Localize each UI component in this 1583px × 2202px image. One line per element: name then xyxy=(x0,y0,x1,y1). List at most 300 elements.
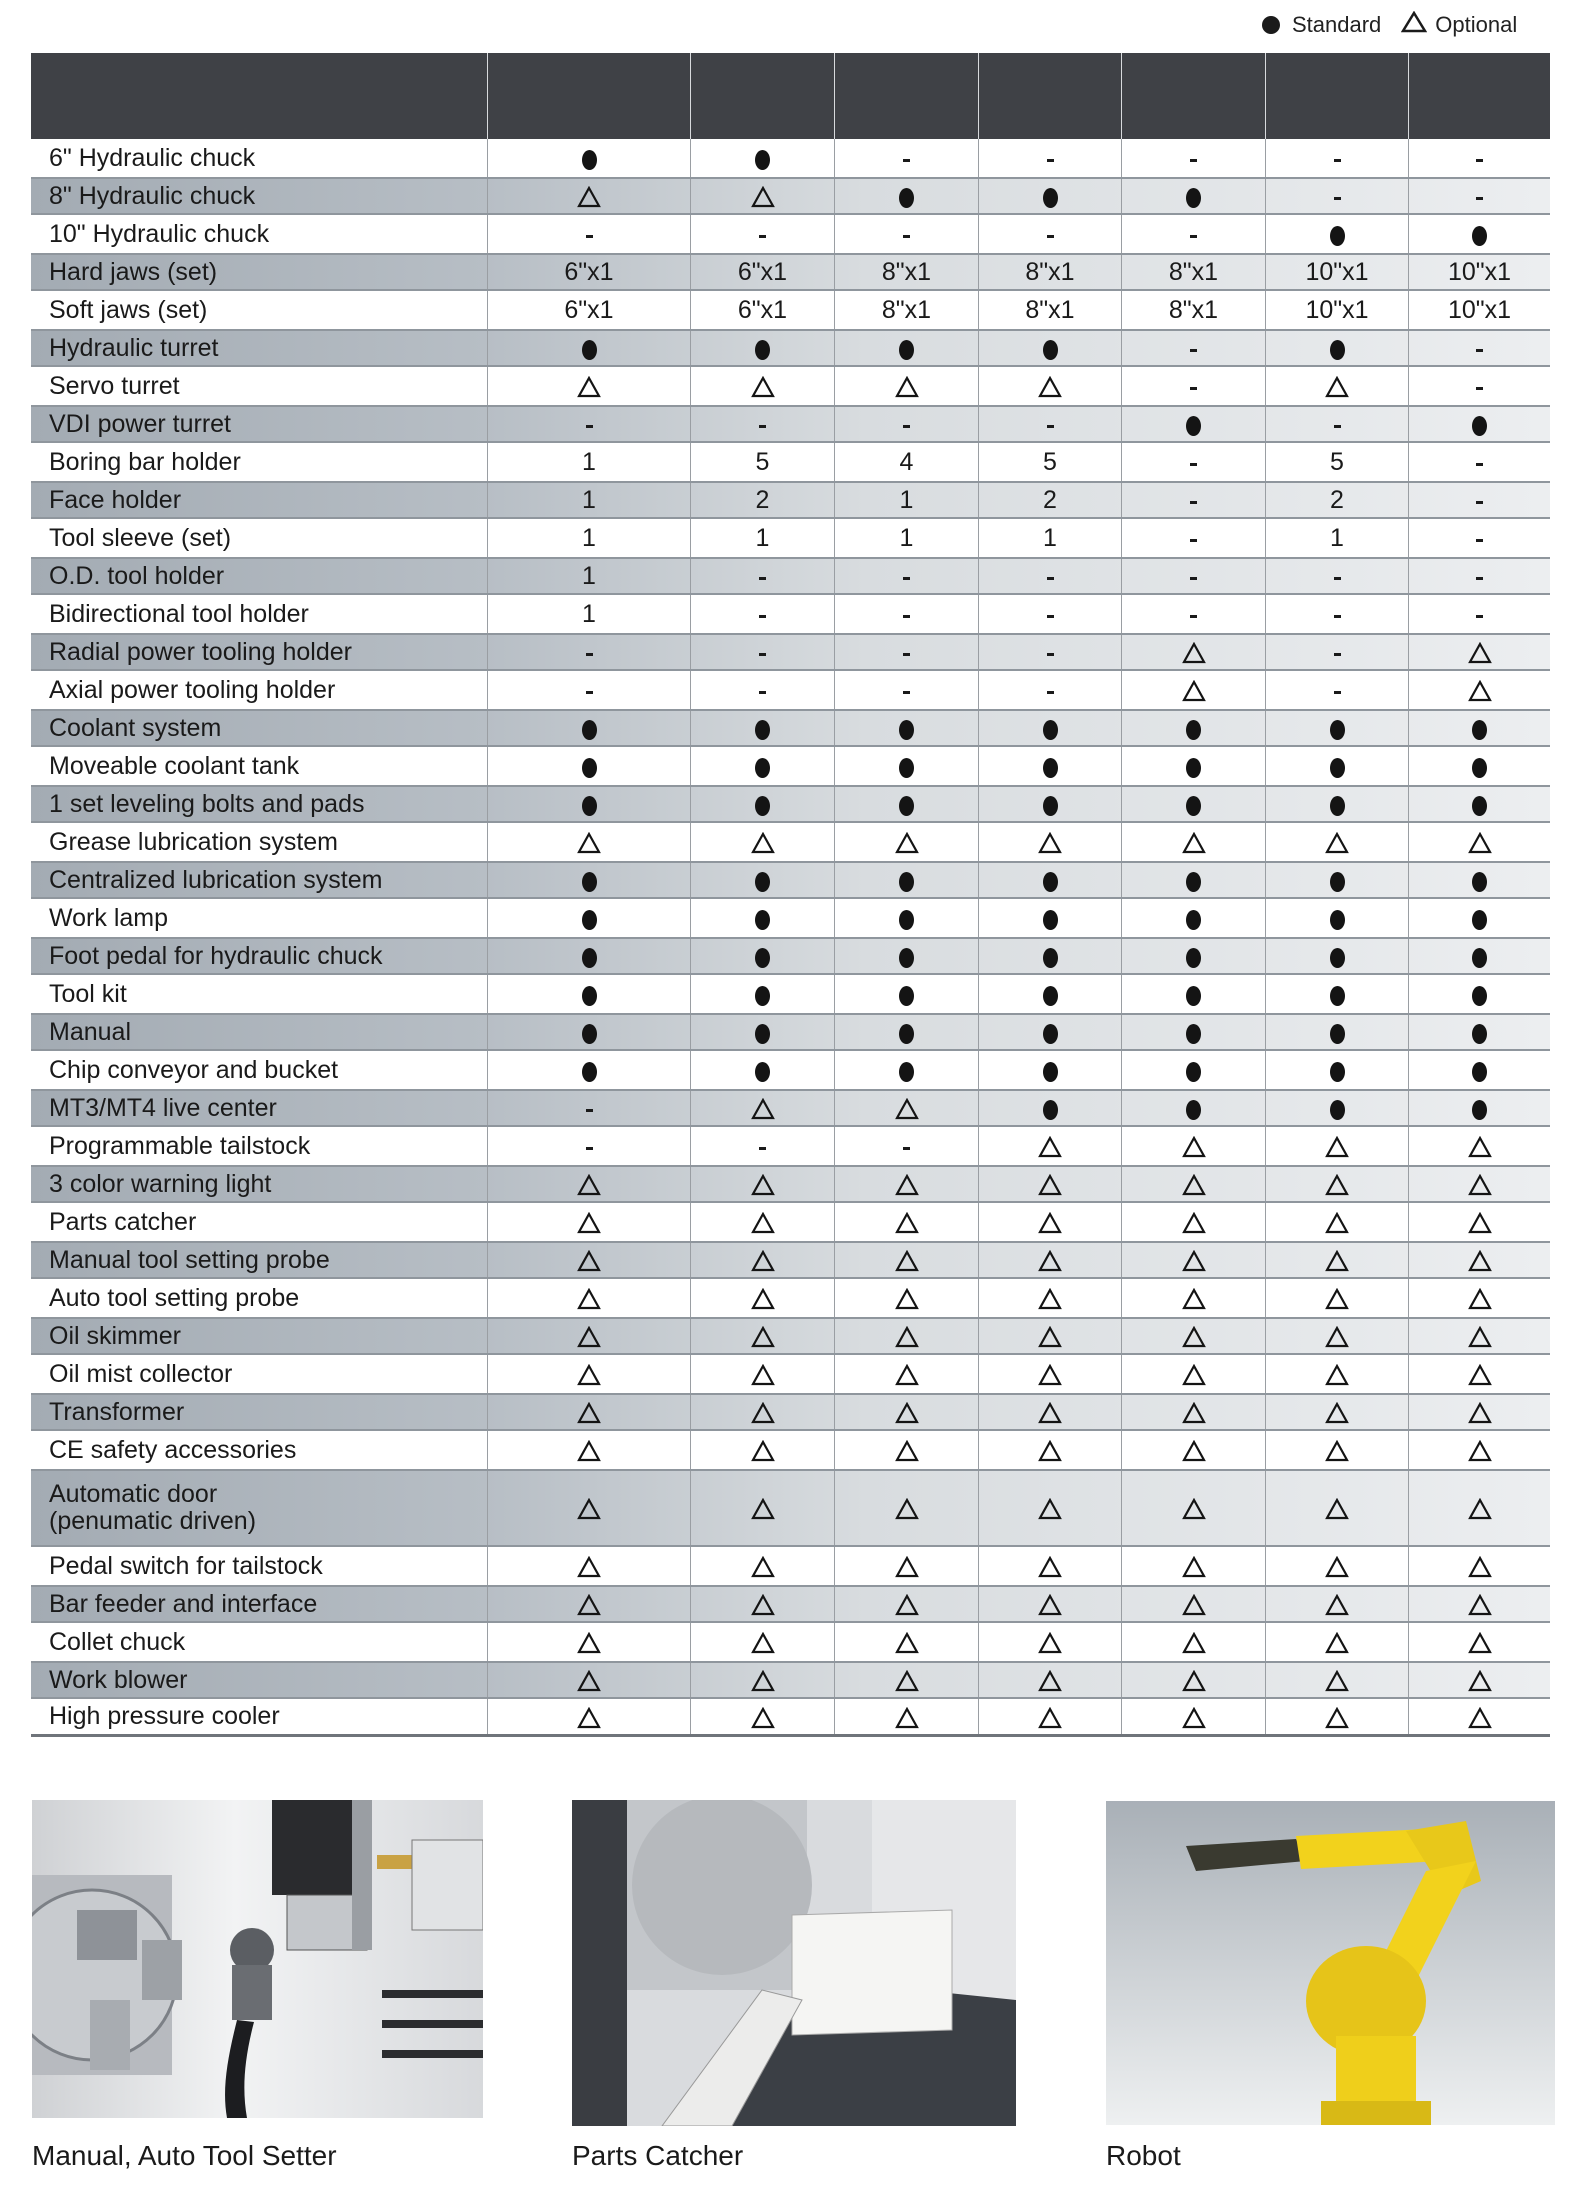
row-label xyxy=(31,635,487,669)
table-cell-model-7 xyxy=(1408,1547,1550,1585)
optional-triangle-icon xyxy=(895,1210,919,1234)
table-cell-model-4 xyxy=(978,635,1121,669)
row-label-text: Servo turret xyxy=(49,371,180,400)
optional-triangle-icon xyxy=(751,184,775,208)
optional-triangle-icon xyxy=(1325,1668,1349,1692)
standard-dot-icon xyxy=(1043,1100,1058,1120)
table-cell-model-4 xyxy=(978,1091,1121,1125)
cell-value: 10"x1 xyxy=(1305,257,1369,286)
not-available-dash-icon xyxy=(1190,159,1197,162)
table-cell-model-2 xyxy=(690,559,834,593)
table-cell-model-6 xyxy=(1265,1547,1408,1585)
not-available-dash-icon xyxy=(1047,691,1054,694)
row-label-text: Automatic door xyxy=(49,1480,218,1508)
not-available-dash-icon xyxy=(1334,197,1341,200)
table-cell-model-5 xyxy=(1121,1663,1265,1697)
table-row xyxy=(31,1623,1550,1661)
table-cell-model-6 xyxy=(1265,559,1408,593)
table-cell-model-3 xyxy=(834,595,978,633)
table-cell-model-6 xyxy=(1265,1623,1408,1661)
optional-triangle-icon xyxy=(1325,1172,1349,1196)
standard-dot-icon xyxy=(1043,796,1058,816)
not-available-dash-icon xyxy=(586,691,593,694)
optional-triangle-icon xyxy=(577,830,601,854)
standard-dot-icon xyxy=(1043,1024,1058,1044)
not-available-dash-icon xyxy=(1190,577,1197,580)
table-cell-model-2 xyxy=(690,331,834,365)
table-cell-model-5 xyxy=(1121,863,1265,897)
not-available-dash-icon xyxy=(1047,159,1054,162)
not-available-dash-icon xyxy=(1334,653,1341,656)
table-cell-model-5 xyxy=(1121,747,1265,785)
table-row xyxy=(31,1661,1550,1699)
table-cell-model-1 xyxy=(487,1699,690,1734)
optional-triangle-icon xyxy=(1468,1286,1492,1310)
standard-dot-icon xyxy=(582,872,597,892)
table-cell-model-6 xyxy=(1265,1203,1408,1241)
cell-value: 1 xyxy=(1330,523,1344,552)
optional-triangle-icon xyxy=(751,1668,775,1692)
standard-dot-icon xyxy=(755,1024,770,1044)
table-cell-model-5 xyxy=(1121,1015,1265,1049)
optional-triangle-icon xyxy=(1038,1592,1062,1616)
optional-triangle-icon xyxy=(1468,640,1492,664)
table-row xyxy=(31,1317,1550,1355)
table-cell-model-6 xyxy=(1265,1699,1408,1734)
table-cell-model-2 xyxy=(690,1127,834,1165)
optional-triangle-icon xyxy=(577,184,601,208)
cell-value: 2 xyxy=(1330,485,1344,514)
table-cell-model-3 xyxy=(834,255,978,289)
standard-dot-icon xyxy=(1186,986,1201,1006)
standard-dot-icon xyxy=(1186,188,1201,208)
table-cell-model-4 xyxy=(978,711,1121,745)
legend-optional-label: Optional xyxy=(1435,12,1518,37)
row-label-text: Hydraulic turret xyxy=(49,333,219,362)
table-cell-model-3 xyxy=(834,1243,978,1277)
optional-triangle-icon xyxy=(1182,1210,1206,1234)
header-cell-feature xyxy=(31,53,487,139)
optional-triangle-icon xyxy=(577,1324,601,1348)
table-cell-model-4 xyxy=(978,1623,1121,1661)
standard-dot-icon xyxy=(1330,758,1345,778)
row-label-text: Foot pedal for hydraulic chuck xyxy=(49,941,383,970)
cell-value: 1 xyxy=(899,523,914,552)
table-cell-model-6 xyxy=(1265,711,1408,745)
table-cell-model-3 xyxy=(834,367,978,405)
table-cell-model-1 xyxy=(487,1051,690,1089)
table-cell-model-6 xyxy=(1265,1279,1408,1317)
table-cell-model-5 xyxy=(1121,1623,1265,1661)
optional-triangle-icon xyxy=(577,374,601,398)
table-cell-model-7 xyxy=(1408,747,1550,785)
table-cell-model-3 xyxy=(834,291,978,329)
row-label-text: CE safety accessories xyxy=(49,1435,297,1464)
cell-value: 8"x1 xyxy=(1168,257,1219,286)
table-cell-model-7 xyxy=(1408,215,1550,253)
row-label-text: Coolant system xyxy=(49,713,222,742)
table-cell-model-6 xyxy=(1265,1243,1408,1277)
table-cell-model-2 xyxy=(690,1587,834,1621)
table-cell-model-6 xyxy=(1265,179,1408,213)
not-available-dash-icon xyxy=(759,425,766,428)
standard-dot-icon xyxy=(582,340,597,360)
table-cell-model-6 xyxy=(1265,1051,1408,1089)
legend-standard-label: Standard xyxy=(1292,12,1382,37)
table-cell-model-5 xyxy=(1121,1203,1265,1241)
table-cell-model-4 xyxy=(978,1355,1121,1393)
table-cell-model-2 xyxy=(690,443,834,481)
table-cell-model-2 xyxy=(690,407,834,441)
table-cell-model-7 xyxy=(1408,787,1550,821)
table-cell-model-7 xyxy=(1408,1167,1550,1201)
standard-dot-icon xyxy=(899,796,914,816)
optional-triangle-icon xyxy=(895,1172,919,1196)
table-cell-model-3 xyxy=(834,1699,978,1734)
table-row xyxy=(31,329,1550,367)
table-cell-model-4 xyxy=(978,595,1121,633)
row-label-text: Auto tool setting probe xyxy=(49,1283,300,1312)
table-row xyxy=(31,747,1550,785)
header-cell-model-5 xyxy=(1121,53,1265,139)
not-available-dash-icon xyxy=(1190,501,1197,504)
table-cell-model-6 xyxy=(1265,367,1408,405)
optional-triangle-icon xyxy=(1182,1438,1206,1462)
table-cell-model-3 xyxy=(834,939,978,973)
table-cell-model-3 xyxy=(834,635,978,669)
table-cell-model-7 xyxy=(1408,1203,1550,1241)
optional-triangle-icon xyxy=(1182,678,1206,702)
table-cell-model-7 xyxy=(1408,291,1550,329)
optional-triangle-icon xyxy=(895,1705,919,1729)
optional-triangle-icon xyxy=(1038,1630,1062,1654)
row-label xyxy=(31,939,487,973)
row-label xyxy=(31,1243,487,1277)
table-cell-model-1 xyxy=(487,1167,690,1201)
table-cell-model-6 xyxy=(1265,595,1408,633)
table-cell-model-3 xyxy=(834,1547,978,1585)
table-cell-model-5 xyxy=(1121,899,1265,937)
table-cell-model-2 xyxy=(690,179,834,213)
row-label-text: Boring bar holder xyxy=(49,447,241,476)
row-label-text: Oil mist collector xyxy=(49,1359,233,1388)
table-cell-model-2 xyxy=(690,939,834,973)
table-cell-model-6 xyxy=(1265,1355,1408,1393)
row-label xyxy=(31,1395,487,1429)
table-cell-model-2 xyxy=(690,1015,834,1049)
cell-value: 8"x1 xyxy=(1025,295,1075,324)
row-label-text: Radial power tooling holder xyxy=(49,637,352,666)
table-cell-model-2 xyxy=(690,899,834,937)
row-label-text: Pedal switch for tailstock xyxy=(49,1551,323,1580)
optional-triangle-icon xyxy=(1325,1438,1349,1462)
table-cell-model-4 xyxy=(978,1395,1121,1429)
table-cell-model-7 xyxy=(1408,443,1550,481)
standard-dot-icon xyxy=(1472,986,1487,1006)
table-row xyxy=(31,1127,1550,1165)
standard-dot-icon xyxy=(755,796,770,816)
optional-triangle-icon xyxy=(751,1096,775,1120)
table-cell-model-2 xyxy=(690,1319,834,1353)
optional-triangle-icon xyxy=(1468,830,1492,854)
table-row xyxy=(31,1165,1550,1203)
specification-table xyxy=(31,53,1550,1737)
standard-dot-icon xyxy=(899,340,914,360)
not-available-dash-icon xyxy=(759,691,766,694)
table-cell-model-4 xyxy=(978,1471,1121,1545)
standard-dot-icon xyxy=(1472,720,1487,740)
table-cell-model-1 xyxy=(487,483,690,517)
table-row xyxy=(31,1547,1550,1585)
table-cell-model-6 xyxy=(1265,1127,1408,1165)
tool-setter-photo xyxy=(32,1800,483,2118)
cell-value: 4 xyxy=(899,447,914,476)
table-cell-model-4 xyxy=(978,1547,1121,1585)
table-cell-model-3 xyxy=(834,1279,978,1317)
not-available-dash-icon xyxy=(1190,539,1197,542)
optional-triangle-icon xyxy=(895,1592,919,1616)
table-cell-model-4 xyxy=(978,1015,1121,1049)
not-available-dash-icon xyxy=(903,653,910,656)
table-cell-model-4 xyxy=(978,747,1121,785)
row-label xyxy=(31,863,487,897)
table-cell-model-7 xyxy=(1408,179,1550,213)
table-cell-model-2 xyxy=(690,1699,834,1734)
table-cell-model-3 xyxy=(834,483,978,517)
table-cell-model-6 xyxy=(1265,139,1408,177)
row-label xyxy=(31,1051,487,1089)
table-cell-model-2 xyxy=(690,139,834,177)
table-cell-model-6 xyxy=(1265,215,1408,253)
optional-triangle-icon xyxy=(1325,1592,1349,1616)
optional-triangle-icon xyxy=(1182,1592,1206,1616)
standard-dot-icon xyxy=(1472,910,1487,930)
standard-dot-icon xyxy=(1043,188,1058,208)
table-cell-model-4 xyxy=(978,975,1121,1013)
row-label xyxy=(31,1699,487,1734)
optional-triangle-icon xyxy=(1182,1400,1206,1424)
table-cell-model-5 xyxy=(1121,1127,1265,1165)
standard-dot-icon xyxy=(755,986,770,1006)
table-cell-model-1 xyxy=(487,595,690,633)
standard-dot-icon xyxy=(582,758,597,778)
header-cell-model-3 xyxy=(834,53,978,139)
table-cell-model-4 xyxy=(978,1699,1121,1734)
cell-value: 8"x1 xyxy=(881,257,932,286)
table-row xyxy=(31,595,1550,633)
table-cell-model-5 xyxy=(1121,635,1265,669)
cell-value: 2 xyxy=(755,485,770,514)
optional-triangle-icon xyxy=(1468,1668,1492,1692)
cell-value: 1 xyxy=(582,523,596,552)
table-cell-model-3 xyxy=(834,1319,978,1353)
optional-triangle-icon xyxy=(577,1592,601,1616)
not-available-dash-icon xyxy=(586,653,593,656)
standard-dot-icon xyxy=(1472,872,1487,892)
table-cell-model-7 xyxy=(1408,483,1550,517)
table-cell-model-1 xyxy=(487,747,690,785)
standard-dot-icon xyxy=(1186,948,1201,968)
cell-value: 2 xyxy=(1043,485,1057,514)
cell-value: 5 xyxy=(1043,447,1057,476)
table-cell-model-2 xyxy=(690,255,834,289)
table-cell-model-4 xyxy=(978,255,1121,289)
table-cell-model-4 xyxy=(978,331,1121,365)
optional-triangle-icon xyxy=(895,1400,919,1424)
table-row xyxy=(31,975,1550,1013)
standard-dot-icon xyxy=(582,796,597,816)
row-label xyxy=(31,711,487,745)
optional-triangle-icon xyxy=(577,1362,601,1386)
standard-dot-icon xyxy=(899,720,914,740)
table-cell-model-5 xyxy=(1121,291,1265,329)
optional-triangle-icon xyxy=(751,830,775,854)
optional-triangle-icon xyxy=(895,1554,919,1578)
row-label xyxy=(31,747,487,785)
table-row xyxy=(31,785,1550,823)
table-cell-model-4 xyxy=(978,1127,1121,1165)
table-cell-model-4 xyxy=(978,367,1121,405)
optional-triangle-icon xyxy=(1038,1134,1062,1158)
table-cell-model-1 xyxy=(487,1127,690,1165)
table-row xyxy=(31,177,1550,215)
row-label-text: Bidirectional tool holder xyxy=(49,599,309,628)
optional-triangle-icon xyxy=(1325,1554,1349,1578)
optional-triangle-icon xyxy=(1182,1286,1206,1310)
cell-value: 6"x1 xyxy=(564,257,614,286)
table-cell-model-1 xyxy=(487,1663,690,1697)
optional-triangle-icon xyxy=(895,830,919,854)
table-cell-model-6 xyxy=(1265,975,1408,1013)
optional-triangle-icon xyxy=(577,1286,601,1310)
table-cell-model-4 xyxy=(978,787,1121,821)
optional-triangle-icon xyxy=(751,1496,775,1520)
row-label-text: Tool kit xyxy=(49,979,127,1008)
table-cell-model-7 xyxy=(1408,1699,1550,1734)
optional-triangle-icon xyxy=(751,1286,775,1310)
optional-triangle-icon xyxy=(1325,1324,1349,1348)
table-cell-model-6 xyxy=(1265,1015,1408,1049)
standard-dot-icon xyxy=(1330,986,1345,1006)
row-label xyxy=(31,1587,487,1621)
optional-triangle-icon xyxy=(1468,1362,1492,1386)
standard-dot-icon xyxy=(1043,758,1058,778)
table-row xyxy=(31,1585,1550,1623)
standard-dot-icon xyxy=(1330,226,1345,246)
table-cell-model-6 xyxy=(1265,1091,1408,1125)
table-cell-model-7 xyxy=(1408,711,1550,745)
row-label xyxy=(31,595,487,633)
legend xyxy=(1262,10,1517,40)
standard-dot-icon xyxy=(755,758,770,778)
cell-value: 6"x1 xyxy=(564,295,614,324)
table-cell-model-4 xyxy=(978,291,1121,329)
table-cell-model-5 xyxy=(1121,1319,1265,1353)
table-cell-model-2 xyxy=(690,1395,834,1429)
table-cell-model-4 xyxy=(978,1663,1121,1697)
table-cell-model-5 xyxy=(1121,1355,1265,1393)
table-cell-model-7 xyxy=(1408,1015,1550,1049)
optional-triangle-icon xyxy=(751,1324,775,1348)
table-cell-model-5 xyxy=(1121,1279,1265,1317)
row-label xyxy=(31,1127,487,1165)
optional-triangle-icon xyxy=(1182,1630,1206,1654)
optional-triangle-icon xyxy=(1325,1630,1349,1654)
table-cell-model-3 xyxy=(834,899,978,937)
standard-dot-icon xyxy=(1186,910,1201,930)
row-label-text: Grease lubrication system xyxy=(49,827,339,856)
table-cell-model-5 xyxy=(1121,671,1265,709)
table-cell-model-6 xyxy=(1265,1587,1408,1621)
table-body xyxy=(31,139,1550,1737)
table-cell-model-7 xyxy=(1408,863,1550,897)
standard-dot-icon xyxy=(1472,1062,1487,1082)
optional-triangle-icon xyxy=(1182,1705,1206,1729)
table-cell-model-5 xyxy=(1121,1587,1265,1621)
optional-triangle-icon xyxy=(1468,1705,1492,1729)
table-cell-model-2 xyxy=(690,787,834,821)
not-available-dash-icon xyxy=(1047,653,1054,656)
standard-dot-icon xyxy=(1330,1024,1345,1044)
table-cell-model-6 xyxy=(1265,823,1408,861)
row-label xyxy=(31,1547,487,1585)
row-label xyxy=(31,255,487,289)
optional-triangle-icon xyxy=(751,1438,775,1462)
table-cell-model-7 xyxy=(1408,559,1550,593)
table-cell-model-5 xyxy=(1121,519,1265,557)
table-row xyxy=(31,1355,1550,1393)
cell-value: 1 xyxy=(755,523,770,552)
table-row xyxy=(31,215,1550,253)
table-cell-model-3 xyxy=(834,1203,978,1241)
cell-value: 10"x1 xyxy=(1305,295,1369,324)
optional-triangle-icon xyxy=(895,1286,919,1310)
optional-triangle-icon xyxy=(1182,1324,1206,1348)
table-cell-model-5 xyxy=(1121,559,1265,593)
cell-value: 1 xyxy=(899,485,914,514)
table-cell-model-4 xyxy=(978,823,1121,861)
table-cell-model-7 xyxy=(1408,1127,1550,1165)
optional-triangle-icon xyxy=(1325,1362,1349,1386)
table-cell-model-6 xyxy=(1265,331,1408,365)
standard-dot-icon xyxy=(1186,796,1201,816)
optional-triangle-icon xyxy=(1038,1286,1062,1310)
table-cell-model-4 xyxy=(978,407,1121,441)
row-label xyxy=(31,1623,487,1661)
table-cell-model-3 xyxy=(834,443,978,481)
row-label-text: 3 color warning light xyxy=(49,1169,272,1198)
table-cell-model-5 xyxy=(1121,975,1265,1013)
table-cell-model-2 xyxy=(690,711,834,745)
standard-dot-icon xyxy=(899,1024,914,1044)
robot-photo xyxy=(1106,1801,1555,2125)
optional-triangle-icon xyxy=(1038,830,1062,854)
table-cell-model-3 xyxy=(834,1127,978,1165)
not-available-dash-icon xyxy=(1334,615,1341,618)
optional-triangle-icon xyxy=(751,1172,775,1196)
optional-triangle-icon xyxy=(895,1496,919,1520)
standard-dot-icon xyxy=(1472,796,1487,816)
optional-triangle-icon xyxy=(1182,1554,1206,1578)
optional-triangle-icon xyxy=(1468,1210,1492,1234)
table-cell-model-6 xyxy=(1265,863,1408,897)
table-cell-model-1 xyxy=(487,1587,690,1621)
standard-dot-icon xyxy=(1330,720,1345,740)
optional-triangle-icon xyxy=(1038,1400,1062,1424)
table-cell-model-6 xyxy=(1265,787,1408,821)
row-label-text: 8" Hydraulic chuck xyxy=(49,181,256,210)
table-cell-model-3 xyxy=(834,519,978,557)
